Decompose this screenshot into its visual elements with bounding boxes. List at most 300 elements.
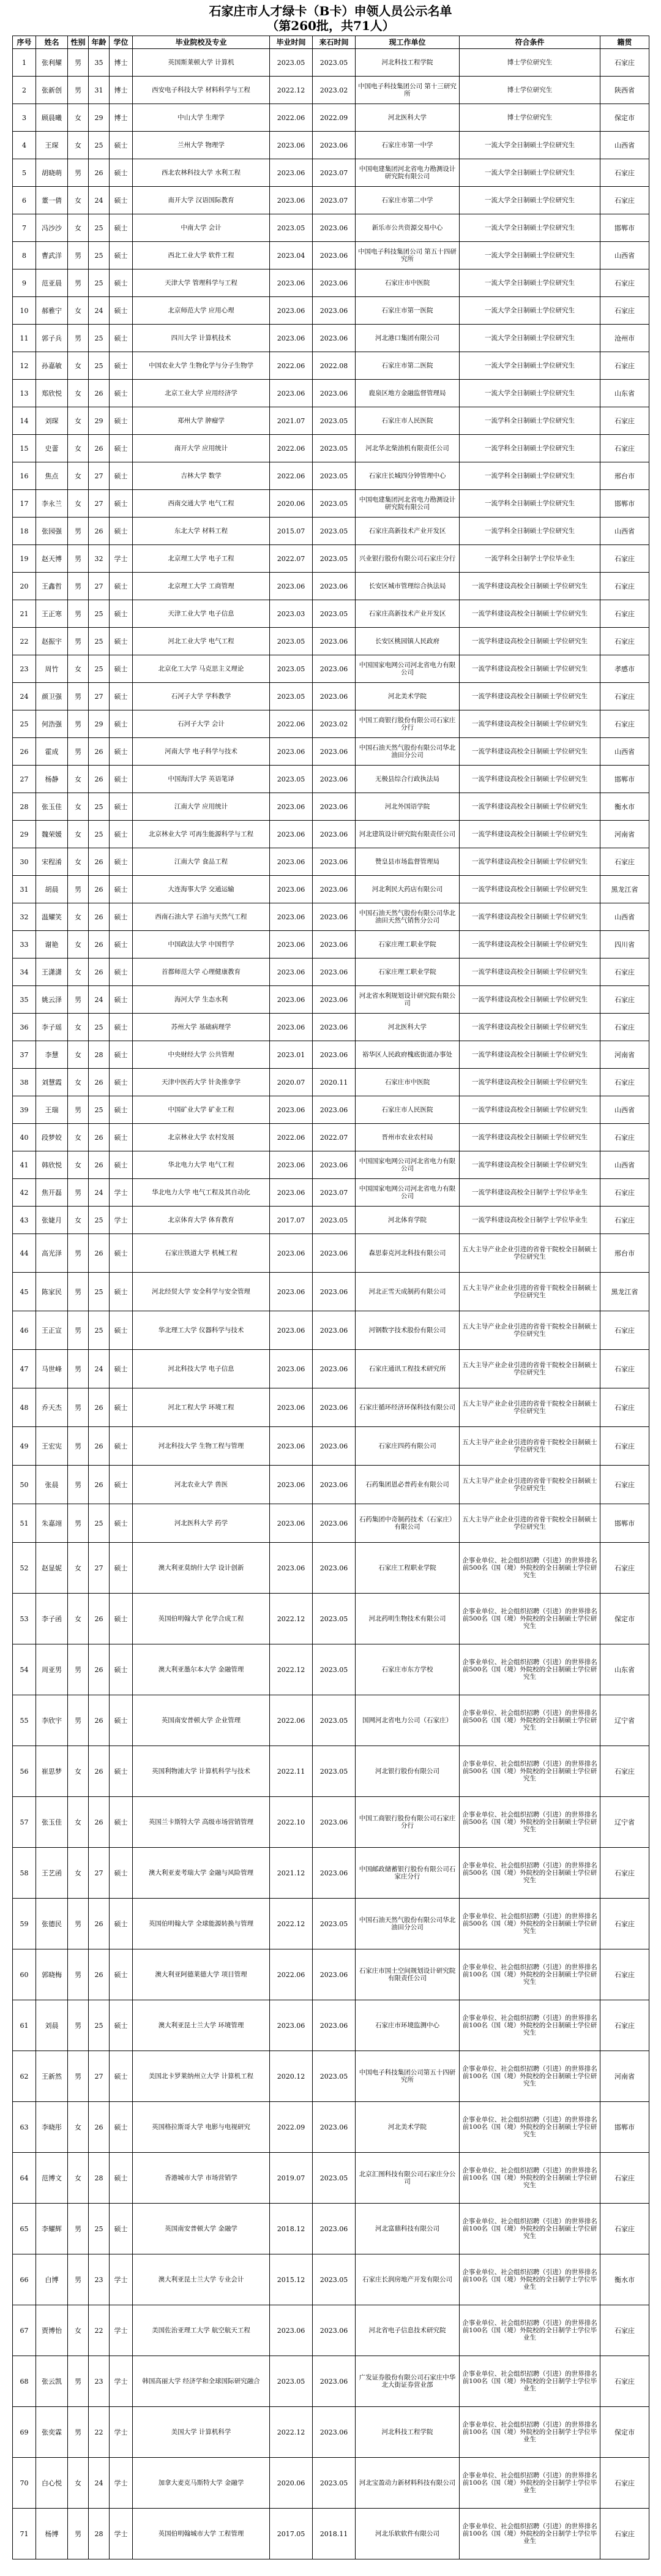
cell-degree: 硕士 <box>110 380 133 407</box>
cell-employer: 森思泰克河北科技有限公司 <box>356 1234 460 1273</box>
cell-hometown: 辽宁省 <box>600 1695 649 1746</box>
cell-age: 26 <box>89 903 110 931</box>
cell-grad-date: 2020.07 <box>270 1069 313 1096</box>
cell-hometown: 保定市 <box>600 2407 649 2458</box>
cell-age: 27 <box>89 2051 110 2102</box>
cell-criteria: 企事业单位、社会组织招聘（引进）的世界排名前500名（国（境）外院校的全日制硕士学位研究生 <box>460 1594 600 1644</box>
cell-no: 56 <box>13 1746 36 1797</box>
cell-grad-date: 2023.06 <box>270 1466 313 1504</box>
cell-hometown: 石家庄 <box>600 958 649 986</box>
cell-age: 23 <box>89 2254 110 2305</box>
cell-gender: 女 <box>68 1848 89 1899</box>
cell-name: 范亚晨 <box>36 269 68 297</box>
cell-name: 马世峰 <box>36 1350 68 1388</box>
cell-name: 谢艳 <box>36 931 68 958</box>
cell-hometown: 石家庄 <box>600 1543 649 1594</box>
cell-age: 27 <box>89 1848 110 1899</box>
cell-arrival-date: 2022.07 <box>313 1124 356 1151</box>
cell-arrival-date: 2023.06 <box>313 903 356 931</box>
cell-grad-date: 2023.06 <box>270 2305 313 2356</box>
cell-gender: 女 <box>68 2153 89 2204</box>
cell-age: 25 <box>89 325 110 352</box>
cell-school: 吉林大学 数学 <box>133 462 270 490</box>
cell-age: 25 <box>89 1273 110 1311</box>
cell-employer: 石家庄通讯工程技术研究所 <box>356 1350 460 1388</box>
cell-gender: 男 <box>68 518 89 545</box>
cell-grad-date: 2022.06 <box>270 104 313 132</box>
cell-criteria: 一流学科建设高校全日制硕士学位研究生 <box>460 876 600 903</box>
cell-no: 9 <box>13 269 36 297</box>
cell-hometown: 邯郸市 <box>600 766 649 793</box>
cell-name: 李欣宇 <box>36 1695 68 1746</box>
cell-school: 苏州大学 基础病理学 <box>133 1014 270 1041</box>
cell-grad-date: 2023.06 <box>270 1427 313 1466</box>
cell-employer: 中国电子科技集团公司 第十三研究所 <box>356 77 460 104</box>
cell-employer: 河北乐软软件有限公司 <box>356 2509 460 2559</box>
cell-gender: 男 <box>68 1273 89 1311</box>
cell-gender: 女 <box>68 462 89 490</box>
cell-name: 周亚男 <box>36 1644 68 1695</box>
cell-criteria: 博士学位研究生 <box>460 104 600 132</box>
cell-hometown: 陕西省 <box>600 77 649 104</box>
cell-gender: 女 <box>68 214 89 242</box>
cell-hometown: 石家庄 <box>600 1311 649 1350</box>
cell-no: 63 <box>13 2102 36 2153</box>
cell-hometown: 石家庄 <box>600 49 649 77</box>
cell-grad-date: 2020.12 <box>270 2051 313 2102</box>
cell-name: 李永兰 <box>36 490 68 518</box>
table-row <box>13 1041 649 1069</box>
table-row <box>13 242 649 269</box>
cell-arrival-date: 2023.06 <box>313 655 356 683</box>
cell-hometown: 孝感市 <box>600 655 649 683</box>
cell-grad-date: 2021.12 <box>270 1848 313 1899</box>
cell-age: 26 <box>89 1949 110 2000</box>
cell-school: 北京理工大学 工商管理 <box>133 573 270 600</box>
cell-hometown: 石家庄 <box>600 600 649 628</box>
cell-criteria: 一流学科全日制学士学位毕业生 <box>460 545 600 573</box>
cell-hometown: 石家庄 <box>600 269 649 297</box>
cell-school: 河南大学 电子科学与技术 <box>133 738 270 766</box>
cell-gender: 女 <box>68 297 89 325</box>
cell-gender: 男 <box>68 986 89 1014</box>
cell-gender: 男 <box>68 1096 89 1124</box>
cell-school: 四川大学 计算机技术 <box>133 325 270 352</box>
cell-school: 天津大学 管理科学与工程 <box>133 269 270 297</box>
cell-arrival-date: 2023.05 <box>313 435 356 462</box>
cell-hometown: 山西省 <box>600 738 649 766</box>
cell-grad-date: 2023.06 <box>270 1504 313 1543</box>
cell-school: 北京理工大学 电子工程 <box>133 545 270 573</box>
cell-age: 26 <box>89 1644 110 1695</box>
cell-employer: 中国电建集团河北省电力勘测设计研究院有限公司 <box>356 490 460 518</box>
cell-arrival-date: 2023.06 <box>313 848 356 876</box>
cell-gender: 男 <box>68 1644 89 1695</box>
cell-name: 张云凯 <box>36 2356 68 2407</box>
cell-no: 40 <box>13 1124 36 1151</box>
cell-degree: 硕士 <box>110 1466 133 1504</box>
cell-no: 45 <box>13 1273 36 1311</box>
cell-grad-date: 2021.07 <box>270 407 313 435</box>
cell-school: 石河子大学 会计 <box>133 710 270 738</box>
cell-employer: 石家庄四药有限公司 <box>356 1427 460 1466</box>
cell-grad-date: 2023.06 <box>270 159 313 187</box>
cell-grad-date: 2022.06 <box>270 352 313 380</box>
table-row <box>13 1096 649 1124</box>
cell-employer: 石家庄市第二中学 <box>356 187 460 214</box>
cell-hometown: 邯郸市 <box>600 214 649 242</box>
table-row <box>13 1949 649 2000</box>
cell-employer: 石家庄市人民医院 <box>356 407 460 435</box>
cell-age: 27 <box>89 462 110 490</box>
cell-criteria: 博士学位研究生 <box>460 49 600 77</box>
cell-employer: 河北医科大学 <box>356 1014 460 1041</box>
table-row <box>13 573 649 600</box>
cell-age: 26 <box>89 1069 110 1096</box>
cell-employer: 裕华区人民政府槐底街道办事处 <box>356 1041 460 1069</box>
cell-hometown: 石家庄 <box>600 1466 649 1504</box>
cell-no: 62 <box>13 2051 36 2102</box>
cell-gender: 女 <box>68 958 89 986</box>
cell-school: 英国伯明翰城市大学 工程管理 <box>133 2509 270 2559</box>
cell-degree: 博士 <box>110 104 133 132</box>
cell-gender: 男 <box>68 1234 89 1273</box>
cell-school: 河北工业大学 电气工程 <box>133 628 270 655</box>
cell-no: 16 <box>13 462 36 490</box>
cell-no: 27 <box>13 766 36 793</box>
cell-hometown: 山东省 <box>600 1644 649 1695</box>
cell-grad-date: 2023.05 <box>270 49 313 77</box>
cell-grad-date: 2020.06 <box>270 490 313 518</box>
cell-arrival-date: 2023.05 <box>313 1207 356 1234</box>
cell-no: 10 <box>13 297 36 325</box>
cell-name: 崔思梦 <box>36 1746 68 1797</box>
cell-school: 北京林业大学 可再生能源科学与工程 <box>133 821 270 848</box>
cell-school: 华北理工大学 仪器科学与技术 <box>133 1311 270 1350</box>
cell-age: 27 <box>89 490 110 518</box>
cell-grad-date: 2023.06 <box>270 1014 313 1041</box>
cell-gender: 男 <box>68 159 89 187</box>
table-row <box>13 931 649 958</box>
cell-school: 北京体育大学 体育教育 <box>133 1207 270 1234</box>
cell-employer: 河北美术学院 <box>356 2102 460 2153</box>
cell-gender: 男 <box>68 2000 89 2051</box>
cell-criteria: 一流学科全日制硕士学位研究生 <box>460 407 600 435</box>
cell-degree: 硕士 <box>110 2000 133 2051</box>
cell-name: 陈家民 <box>36 1273 68 1311</box>
table-row <box>13 1179 649 1207</box>
cell-hometown: 河南省 <box>600 1041 649 1069</box>
cell-employer: 石药集团恩必普药业有限公司 <box>356 1466 460 1504</box>
header-criteria: 符合条件 <box>460 36 600 49</box>
cell-degree: 硕士 <box>110 821 133 848</box>
cell-gender: 男 <box>68 269 89 297</box>
cell-arrival-date: 2023.06 <box>313 1311 356 1350</box>
cell-name: 董一倩 <box>36 187 68 214</box>
cell-arrival-date: 2023.06 <box>313 1848 356 1899</box>
cell-no: 59 <box>13 1899 36 1949</box>
cell-degree: 学士 <box>110 2458 133 2509</box>
cell-criteria: 企事业单位、社会组织招聘（引进）的世界排名前100名（国（境）外院校的全日制学士学位毕业生 <box>460 2458 600 2509</box>
cell-name: 郭子兵 <box>36 325 68 352</box>
cell-no: 33 <box>13 931 36 958</box>
cell-employer: 中国石油天然气股份有限公司华北油田天然气销售分公司 <box>356 903 460 931</box>
cell-criteria: 一流学科建设高校全日制硕士学位研究生 <box>460 958 600 986</box>
cell-no: 1 <box>13 49 36 77</box>
cell-degree: 硕士 <box>110 1695 133 1746</box>
cell-name: 白心悦 <box>36 2458 68 2509</box>
cell-gender: 男 <box>68 1427 89 1466</box>
cell-criteria: 一流学科建设高校全日制硕士学位研究生 <box>460 600 600 628</box>
cell-hometown: 邯郸市 <box>600 2102 649 2153</box>
header-age: 年龄 <box>89 36 110 49</box>
cell-school: 北京化工大学 马克思主义理论 <box>133 655 270 683</box>
cell-degree: 硕士 <box>110 1124 133 1151</box>
cell-hometown: 邯郸市 <box>600 490 649 518</box>
cell-degree: 学士 <box>110 2254 133 2305</box>
cell-arrival-date: 2023.06 <box>313 2102 356 2153</box>
cell-gender: 男 <box>68 600 89 628</box>
cell-name: 韩欣悦 <box>36 1151 68 1179</box>
cell-degree: 硕士 <box>110 1797 133 1848</box>
cell-employer: 中国国家电网公司河北省电力有限公司 <box>356 1179 460 1207</box>
cell-hometown: 保定市 <box>600 104 649 132</box>
cell-gender: 男 <box>68 545 89 573</box>
table-row <box>13 1543 649 1594</box>
cell-employer: 北京汇图科技有限公司石家庄分公司 <box>356 2153 460 2204</box>
cell-hometown: 石家庄 <box>600 1388 649 1427</box>
table-row <box>13 1466 649 1504</box>
cell-hometown: 石家庄 <box>600 710 649 738</box>
table-row <box>13 1350 649 1388</box>
cell-grad-date: 2022.10 <box>270 1797 313 1848</box>
cell-no: 42 <box>13 1179 36 1207</box>
table-row <box>13 793 649 821</box>
cell-name: 郝雅宁 <box>36 297 68 325</box>
table-row <box>13 297 649 325</box>
cell-criteria: 一流学科建设高校全日制硕士学位研究生 <box>460 766 600 793</box>
cell-employer: 兴业银行股份有限公司石家庄分行 <box>356 545 460 573</box>
cell-name: 李子函 <box>36 1594 68 1644</box>
cell-no: 68 <box>13 2356 36 2407</box>
cell-employer: 中国邮政储蓄银行股份有限公司石家庄分行 <box>356 1848 460 1899</box>
cell-grad-date: 2015.07 <box>270 518 313 545</box>
cell-age: 26 <box>89 1151 110 1179</box>
cell-school: 兰州大学 物理学 <box>133 132 270 159</box>
cell-no: 58 <box>13 1848 36 1899</box>
cell-criteria: 五大主导产业企业引进的省骨干院校全日制硕士学位研究生 <box>460 1388 600 1427</box>
cell-grad-date: 2022.06 <box>270 1949 313 2000</box>
cell-gender: 女 <box>68 352 89 380</box>
cell-grad-date: 2023.05 <box>270 766 313 793</box>
cell-hometown: 石家庄 <box>600 2204 649 2254</box>
cell-degree: 硕士 <box>110 352 133 380</box>
cell-criteria: 一流学科建设高校全日制硕士学位研究生 <box>460 655 600 683</box>
cell-criteria: 一流学科建设高校全日制硕士学位研究生 <box>460 573 600 600</box>
cell-criteria: 一流学科建设高校全日制硕士学位研究生 <box>460 683 600 710</box>
cell-hometown: 石家庄 <box>600 159 649 187</box>
cell-arrival-date: 2023.07 <box>313 159 356 187</box>
cell-gender: 男 <box>68 573 89 600</box>
cell-no: 20 <box>13 573 36 600</box>
cell-grad-date: 2023.05 <box>270 655 313 683</box>
table-row <box>13 2153 649 2204</box>
cell-arrival-date: 2023.06 <box>313 1350 356 1388</box>
cell-school: 大连海事大学 交通运输 <box>133 876 270 903</box>
cell-arrival-date: 2023.05 <box>313 1695 356 1746</box>
cell-gender: 女 <box>68 1207 89 1234</box>
cell-degree: 硕士 <box>110 986 133 1014</box>
cell-no: 39 <box>13 1096 36 1124</box>
cell-gender: 女 <box>68 132 89 159</box>
cell-hometown: 石家庄 <box>600 1179 649 1207</box>
cell-name: 王正宣 <box>36 1311 68 1350</box>
cell-criteria: 一流大学全日制硕士学位研究生 <box>460 325 600 352</box>
cell-no: 29 <box>13 821 36 848</box>
cell-employer: 石家庄循环经济环保科技有限公司 <box>356 1388 460 1427</box>
cell-school: 河北医科大学 药学 <box>133 1504 270 1543</box>
cell-gender: 女 <box>68 766 89 793</box>
cell-hometown: 山西省 <box>600 518 649 545</box>
cell-arrival-date: 2023.06 <box>313 876 356 903</box>
cell-criteria: 一流大学全日制硕士学位研究生 <box>460 132 600 159</box>
cell-arrival-date: 2023.06 <box>313 2204 356 2254</box>
cell-degree: 硕士 <box>110 683 133 710</box>
cell-employer: 石家庄市第一中学 <box>356 132 460 159</box>
table-row <box>13 325 649 352</box>
cell-no: 66 <box>13 2254 36 2305</box>
cell-hometown: 石家庄 <box>600 1069 649 1096</box>
cell-name: 王新然 <box>36 2051 68 2102</box>
cell-school: 澳大利亚麦考瑞大学 金融与风险管理 <box>133 1848 270 1899</box>
cell-no: 11 <box>13 325 36 352</box>
cell-name: 曹武洋 <box>36 242 68 269</box>
cell-no: 4 <box>13 132 36 159</box>
cell-age: 26 <box>89 1124 110 1151</box>
cell-gender: 女 <box>68 1543 89 1594</box>
table-row <box>13 132 649 159</box>
cell-employer: 国网河北省电力公司（石家庄） <box>356 1695 460 1746</box>
cell-age: 25 <box>89 1504 110 1543</box>
cell-arrival-date: 2023.06 <box>313 297 356 325</box>
cell-school: 澳大利亚墨尔本大学 金融管理 <box>133 1644 270 1695</box>
cell-arrival-date: 2023.06 <box>313 269 356 297</box>
cell-no: 8 <box>13 242 36 269</box>
cell-arrival-date: 2023.06 <box>313 1014 356 1041</box>
cell-arrival-date: 2023.06 <box>313 931 356 958</box>
table-row <box>13 1695 649 1746</box>
cell-school: 香港城市大学 市场营销学 <box>133 2153 270 2204</box>
cell-name: 刘慧霞 <box>36 1069 68 1096</box>
cell-name: 史蕾 <box>36 435 68 462</box>
cell-criteria: 一流学科建设高校全日制硕士学位研究生 <box>460 986 600 1014</box>
cell-gender: 男 <box>68 2204 89 2254</box>
cell-name: 郭晓梅 <box>36 1949 68 2000</box>
cell-criteria: 博士学位研究生 <box>460 77 600 104</box>
header-no: 序号 <box>13 36 36 49</box>
cell-arrival-date: 2023.06 <box>313 1096 356 1124</box>
cell-employer: 石家庄长城四分钟管理中心 <box>356 462 460 490</box>
cell-employer: 晋州市农业农村局 <box>356 1124 460 1151</box>
cell-no: 25 <box>13 710 36 738</box>
cell-school: 石河子大学 学科教学 <box>133 683 270 710</box>
cell-grad-date: 2020.06 <box>270 2458 313 2509</box>
cell-name: 高光泽 <box>36 1234 68 1273</box>
cell-grad-date: 2019.07 <box>270 2153 313 2204</box>
cell-no: 12 <box>13 352 36 380</box>
cell-degree: 硕士 <box>110 187 133 214</box>
cell-name: 范博文 <box>36 2153 68 2204</box>
cell-no: 38 <box>13 1069 36 1096</box>
cell-degree: 硕士 <box>110 1388 133 1427</box>
cell-gender: 女 <box>68 1069 89 1096</box>
cell-hometown: 山西省 <box>600 1096 649 1124</box>
cell-name: 杨静 <box>36 766 68 793</box>
cell-degree: 硕士 <box>110 1350 133 1388</box>
cell-degree: 硕士 <box>110 1096 133 1124</box>
cell-arrival-date: 2023.06 <box>313 1543 356 1594</box>
cell-gender: 男 <box>68 242 89 269</box>
cell-name: 焦点 <box>36 462 68 490</box>
cell-hometown: 山东省 <box>600 380 649 407</box>
cell-gender: 女 <box>68 104 89 132</box>
cell-arrival-date: 2023.06 <box>313 1273 356 1311</box>
cell-grad-date: 2023.06 <box>270 821 313 848</box>
cell-age: 25 <box>89 2000 110 2051</box>
table-row <box>13 214 649 242</box>
cell-hometown: 石家庄 <box>600 1350 649 1388</box>
table-row <box>13 1151 649 1179</box>
table-row <box>13 903 649 931</box>
cell-arrival-date: 2022.09 <box>313 104 356 132</box>
cell-criteria: 一流学科建设高校全日制硕士学位研究生 <box>460 738 600 766</box>
cell-name: 张园强 <box>36 518 68 545</box>
cell-employer: 中国国家电网公司河北省电力有限公司 <box>356 655 460 683</box>
cell-arrival-date: 2023.06 <box>313 2356 356 2407</box>
cell-hometown: 石家庄 <box>600 1746 649 1797</box>
cell-arrival-date: 2020.11 <box>313 1069 356 1096</box>
cell-grad-date: 2023.06 <box>270 793 313 821</box>
cell-hometown: 石家庄 <box>600 2458 649 2509</box>
table-row <box>13 738 649 766</box>
cell-no: 71 <box>13 2509 36 2559</box>
cell-grad-date: 2023.06 <box>270 187 313 214</box>
cell-no: 32 <box>13 903 36 931</box>
cell-criteria: 一流学科全日制硕士学位研究生 <box>460 490 600 518</box>
cell-degree: 硕士 <box>110 407 133 435</box>
table-row <box>13 2051 649 2102</box>
cell-employer: 河北宝盈动力新材料科技有限公司 <box>356 2458 460 2509</box>
cell-arrival-date: 2023.05 <box>313 49 356 77</box>
cell-no: 67 <box>13 2305 36 2356</box>
cell-arrival-date: 2023.05 <box>313 1644 356 1695</box>
cell-employer: 长安区桃园镇人民政府 <box>356 628 460 655</box>
cell-school: 中国政法大学 中国哲学 <box>133 931 270 958</box>
cell-no: 17 <box>13 490 36 518</box>
cell-criteria: 一流学科建设高校全日制硕士学位研究生 <box>460 931 600 958</box>
cell-no: 48 <box>13 1388 36 1427</box>
cell-no: 53 <box>13 1594 36 1644</box>
cell-hometown: 石家庄 <box>600 573 649 600</box>
cell-hometown: 石家庄 <box>600 2153 649 2204</box>
cell-name: 赵显妮 <box>36 1543 68 1594</box>
cell-criteria: 五大主导产业企业引进的省骨干院校全日制硕士学位研究生 <box>460 1234 600 1273</box>
cell-school: 西北农林科技大学 水利工程 <box>133 159 270 187</box>
cell-gender: 女 <box>68 1746 89 1797</box>
cell-name: 宋程淆 <box>36 848 68 876</box>
cell-gender: 女 <box>68 1041 89 1069</box>
cell-school: 西北工业大学 软件工程 <box>133 242 270 269</box>
